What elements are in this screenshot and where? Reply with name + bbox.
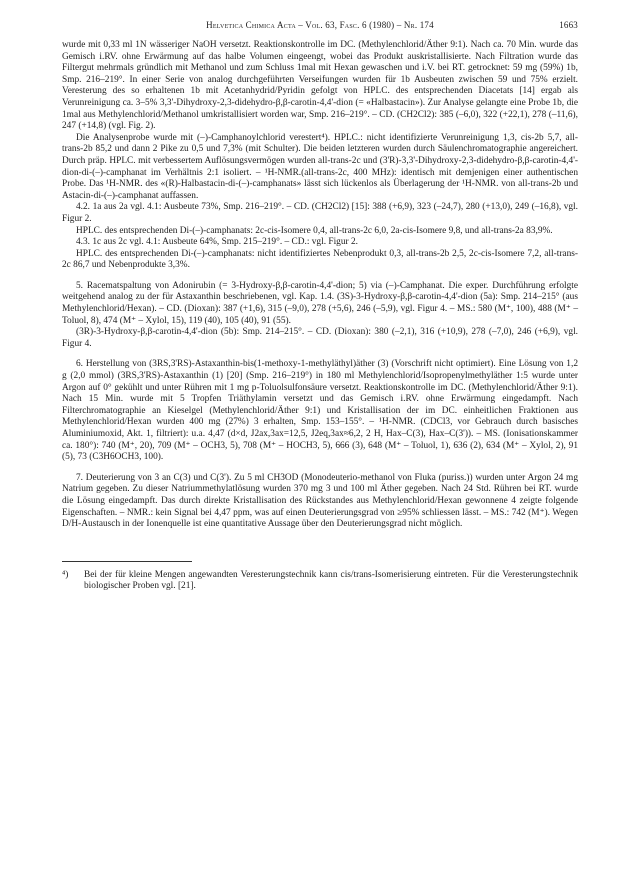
article-body — [62, 40, 578, 531]
body-paragraph: 6. Herstellung von (3RS,3'RS)-Astaxanthin-bis(1-methoxy-1-methyläthyl)äther (3) (Vorschrift nicht optimiert). Eine Lösung von 1,2 g (2,0 mmol) (3RS,3'RS)-Astaxanthin (1) [20] (Smp. 216–219°) in 180 ml Methylenchlorid/Isopropenylmethyläther 1:5 wurde unter Argon auf 0° gekühlt und unter Rühren mit 1 mg p-Toluolsulfonsäure versetzt. Reaktionskontrolle im DC. (Methylenchlorid/Äther 9:1). Nach 15 Min. wurde mit 5 Tropfen Triäthylamin versetzt und das Gemisch i.RV. ohne Erwärmung eingedampft. Nach Filterchromatographie an Kieselgel (Methylenchlorid/Äther 9:1) und Kristallisation der im DC. einheitlichen Fraktionen aus Methylenchlorid/Hexan wurden 400 mg (27%) 3 erhalten, Smp. 153–155°. – ¹H-NMR. (CDCl3, vor Gebrauch durch basisches Aluminiumoxid, Akt. 1, filtriert): u.a. 4,47 (d×d, J2ax,3ax=12,5, J2eq,3ax≈6,2, 2 H, Hax–C(3), Hax–C(3')). – MS. (Ionisationskammer ca. 180°): 740 (M⁺, 20), 709 (M⁺ – OCH3, 5), 708 (M⁺ – HOCH3, 5), 666 (3), 648 (M⁺ – Toluol, 1), 636 (2), 634 (M⁺ – Xylol, 2), 91 (5), 73 (C3H6OCH3, 100). — [62, 359, 578, 463]
body-paragraph: 4.3. 1c aus 2c vgl. 4.1: Ausbeute 64%, Smp. 215–219°. – CD.: vgl. Figur 2. — [76, 237, 358, 248]
body-paragraph: (3R)-3-Hydroxy-β,β-carotin-4,4'-dion (5b): Smp. 214–215°. – CD. (Dioxan): 380 (–2,1), 316 (+10,9), 278 (–7,0), 246 (+6,9), vgl. Figur 4. — [62, 327, 578, 349]
body-paragraph: Die Analysenprobe wurde mit (–)-Camphanoylchlorid verestert⁴). HPLC.: nicht identifizierte Verunreinigung 1,3, cis-2b 5,7, all-trans-2b 85,2 und dann 2 Pike zu 0,5 und 7,3% (mit Schulter). Die beiden letzteren wurden durch Säulenchromatographie angereichert. Durch präp. HPLC. mit verbessertem Auflösungsvermögen wurden all-trans-2c und (3'R)-3,3'-Dihydroxy-2,3-didehydro-β,β-carotin-4,4'-dion-di-(–)-camphanat im Verhältnis 2:1 isoliert. – ¹H-NMR.(all-trans-2c, 400 MHz): identisch mit demjenigen einer authentischen Probe. Das ¹H-NMR. des «(R)-Halbastacin-di-(–)-camphanats» lässt sich lückenlos als Überlagerung der ¹H-NMR. von all-trans-2b und Astacin-di-(–)-camphanat auffassen. — [62, 132, 578, 201]
body-paragraph: 5. Racematspaltung von Adonirubin (= 3-Hydroxy-β,β-carotin-4,4'-dion; 5) via (–)-Camphanat. Die exper. Durchführung erfolgte weitgehend analog zu der für Astaxanthin beschriebenen, vgl. Kap. 1.4. (3S)-3-Hydroxy-β,β-carotin-4,4'-dion (5a): Smp. 214–215° (aus Methylenchlorid/Hexan). – CD. (Dioxan): 387 (+1,6), 315 (–9,0), 278 (+5,6), 246 (–5,9), vgl. Figur 4. – MS.: 580 (M⁺, 100), 488 (M⁺ – Toluol, 8), 474 (M⁺ – Xylol, 15), 119 (40), 105 (40), 91 (55). — [62, 280, 578, 326]
section-gap — [62, 272, 578, 281]
body-paragraph: 4.2. 1a aus 2a vgl. 4.1: Ausbeute 73%, Smp. 216–219°. – CD. (CH2Cl2) [15]: 388 (+6,9), 323 (–24,7), 280 (+13,0), 249 (–16,8), vgl. Figur 2. — [62, 202, 578, 224]
journal-page — [62, 20, 578, 593]
page-number: 1663 — [559, 20, 578, 30]
footnote-text: Bei der für kleine Mengen angewandten Veresterungstechnik kann cis/trans-Isomerisierung eintreten. Für die Veresterungstechnik biologischer Proben vgl. [21]. — [84, 569, 578, 592]
footnote-mark: ⁴) — [62, 569, 69, 580]
footnote-divider — [62, 561, 192, 562]
body-paragraph: HPLC. des entsprechenden Di-(–)-camphanats: 2c-cis-Isomere 0,4, all-trans-2c 6,0, 2a-cis-Isomere 9,8, und all-trans-2a 83,9%. — [76, 225, 553, 236]
body-paragraph: 7. Deuterierung von 3 an C(3) und C(3'). Zu 5 ml CH3OD (Monodeuterio-methanol von Fluka (puriss.)) wurden unter Argon 24 mg Natrium gegeben. Zu dieser Natriummethylatlösung wurden 370 mg 3 und 100 ml Äther gegeben. Nach 24 Std. Rühren bei RT. wurde die Lösung eingedampft. Das durch direkte Kristallisation des Rückstandes aus Methylenchlorid/Hexan gewonnene 4 zeigte folgende Eigenschaften. – NMR.: kein Signal bei 4,47 ppm, was auf einen Deuterierungsgrad von ≥95% schliessen lässt. – MS.: 742 (M⁺). Wegen D/H-Austausch in der Ionenquelle ist eine quantitative Aussage über den Deuterierungsgrad nicht möglich. — [62, 472, 578, 530]
body-paragraph: HPLC. des entsprechenden Di-(–)-camphanats: nicht identifiziertes Nebenprodukt 0,3, all-trans-2b 2,5, 2c-cis-Isomere 7,2, all-trans-2c 86,7 und Nebenprodukte 3,3%. — [62, 248, 578, 271]
footnote — [62, 570, 578, 593]
journal-citation: Helvetica Chimica Acta – Vol. 63, Fasc. 6 (1980) – Nr. 174 — [206, 20, 434, 30]
running-head — [62, 20, 578, 36]
body-paragraph: wurde mit 0,33 ml 1N wässeriger NaOH versetzt. Reaktionskontrolle im DC. (Methylenchlorid/Äther 9:1). Nach ca. 70 Min. wurde das Gemisch i.RV. ohne Erwärmung auf das halbe Volumen eingeengt, wobei das Produkt auskristallisierte. Nach Filtration wurde das Filtergut mehrmals gründlich mit Methanol und zum Schluss 1mal mit Hexan gewaschen und i.V. bei RT. getrocknet: 59 mg (59%) 1b, Smp. 216–219°. In einer Serie von analog durchgeführten Verseifungen wurden für 1b Ausbeuten zwischen 59 und 75% erzielt. Veresterung des so erhaltenen 1b mit Acetanhydrid/Pyridin gefolgt von HPLC. des entsprechenden Diacetats [14] ergab als Verunreinigung ca. 3–5% 3,3'-Dihydroxy-2,3-didehydro-β,β-carotin-4,4'-dion (= «Halbastacin»). Zur Analyse gelangte eine Probe 1b, die 1mal aus Methylenchlorid/Methanol umkristallisiert worden war, Smp. 216–219°. – CD. (CH2Cl2): 385 (–6,0), 322 (+22,1), 278 (–11,6), 247 (+14,8) (vgl. Fig. 2). — [62, 40, 578, 132]
section-gap — [62, 464, 578, 473]
